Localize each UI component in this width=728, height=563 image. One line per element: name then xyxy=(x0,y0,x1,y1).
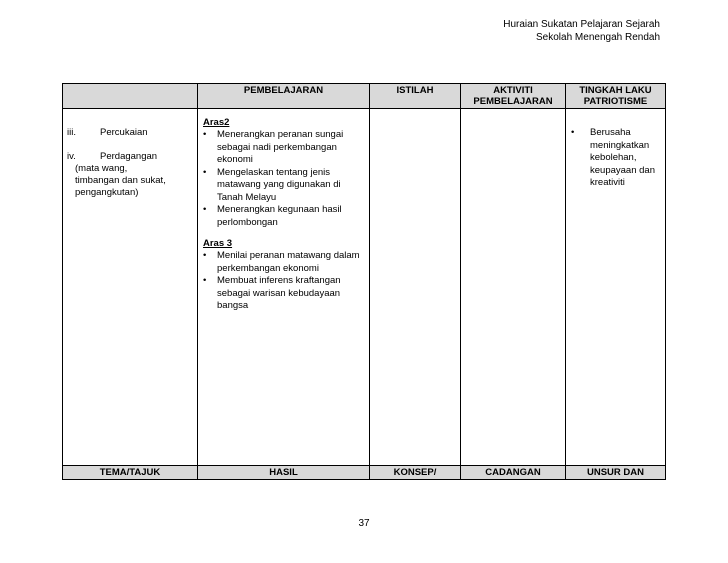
bullet-icon: • xyxy=(203,166,207,178)
list-item: • Menilai peranan matawang dalam perkembangan ekonomi xyxy=(203,250,360,274)
footer-header-tema: TEMA/TAJUK xyxy=(63,466,198,480)
list-item: • Menerangkan peranan sungai sebagai nadi perkembangan ekonomi xyxy=(203,129,344,165)
next-table-header xyxy=(62,465,666,480)
header-patriotisme: TINGKAH LAKU PATRIOTISME xyxy=(566,84,666,109)
page-number: 37 xyxy=(358,518,370,529)
header-line-2: Sekolah Menengah Rendah xyxy=(536,32,660,43)
footer-header-row xyxy=(63,466,666,480)
header-pembelajaran: PEMBELAJARAN xyxy=(198,84,370,109)
topic-item xyxy=(67,151,197,163)
bullet-icon: • xyxy=(203,204,207,215)
curriculum-table xyxy=(62,83,666,480)
topic-item xyxy=(67,127,197,139)
topic-number: iii. xyxy=(67,127,76,138)
pembelajaran-cell xyxy=(198,109,370,480)
topic-text: Percukaian xyxy=(100,127,148,138)
table-header-row xyxy=(63,84,666,109)
topic-cell xyxy=(63,109,198,480)
footer-header-hasil: HASIL xyxy=(198,466,370,480)
aras3-title: Aras 3 xyxy=(203,238,233,249)
document-header xyxy=(503,18,660,44)
aras2-title: Aras2 xyxy=(203,117,230,128)
patriotisme-cell xyxy=(566,109,666,480)
table-row xyxy=(63,109,666,480)
header-aktiviti: AKTIVITI PEMBELAJARAN xyxy=(461,84,566,109)
header-line-1: Huraian Sukatan Pelajaran Sejarah xyxy=(503,19,660,30)
list-item: • Berusaha meningkatkan kebolehan, keupayaan dan kreativiti xyxy=(571,127,655,188)
bullet-icon: • xyxy=(203,129,207,140)
footer-header-unsur: UNSUR DAN xyxy=(566,466,666,480)
topic-sub-line: (mata wang, xyxy=(75,163,128,174)
bullet-icon: • xyxy=(203,275,207,286)
bullet-icon: • xyxy=(203,250,207,261)
istilah-cell xyxy=(370,109,461,480)
list-item: • Membuat inferens kraftangan sebagai warisan kebudayaan bangsa xyxy=(203,275,341,311)
list-item: • Mengelaskan tentang jenis matawang yang digunakan di Tanah Melayu xyxy=(203,166,341,203)
header-blank xyxy=(63,84,198,109)
topic-number: iv. xyxy=(67,151,76,162)
footer-header-konsep: KONSEP/ xyxy=(370,466,461,480)
list-item: • Menerangkan kegunaan hasil perlombongan xyxy=(203,204,342,228)
topic-sub-line: timbangan dan sukat, xyxy=(75,175,166,186)
aktiviti-cell xyxy=(461,109,566,480)
bullet-icon: • xyxy=(571,127,575,138)
footer-header-cadangan: CADANGAN xyxy=(461,466,566,480)
topic-text: Perdagangan xyxy=(100,151,158,162)
topic-sub-line: pengangkutan) xyxy=(75,187,139,198)
header-istilah: ISTILAH xyxy=(370,84,461,109)
